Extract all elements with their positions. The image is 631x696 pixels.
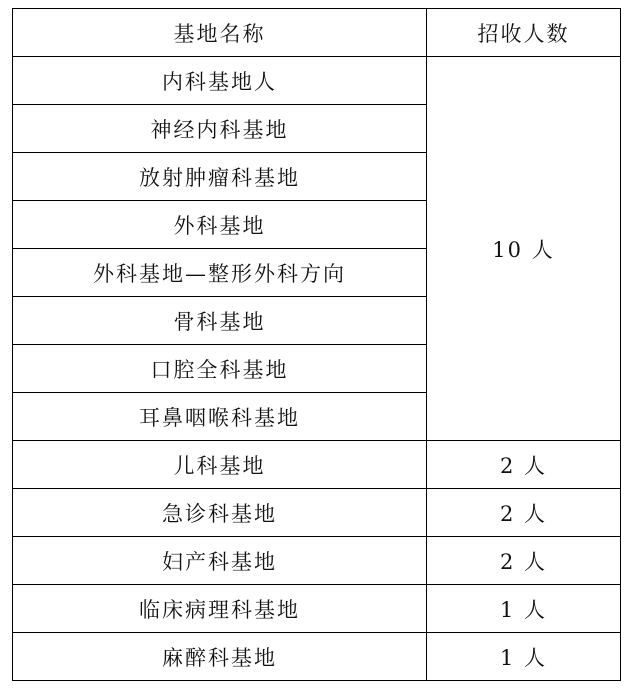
recruitment-table	[12, 8, 621, 681]
table-row	[13, 585, 621, 633]
base-name-cell: 外科基地—整形外科方向	[13, 249, 427, 297]
count-cell: 2 人	[427, 537, 621, 585]
table-row	[13, 441, 621, 489]
table-row	[13, 537, 621, 585]
table-row	[13, 57, 621, 105]
header-enrollment-count: 招收人数	[427, 9, 621, 57]
table-row	[13, 489, 621, 537]
base-name-cell: 儿科基地	[13, 441, 427, 489]
base-name-cell: 临床病理科基地	[13, 585, 427, 633]
table-row	[13, 633, 621, 681]
base-name-cell: 放射肿瘤科基地	[13, 153, 427, 201]
base-name-cell: 耳鼻咽喉科基地	[13, 393, 427, 441]
table-header-row	[13, 9, 621, 57]
merged-count-cell: 10 人	[427, 57, 621, 441]
count-cell: 1 人	[427, 633, 621, 681]
base-name-cell: 内科基地人	[13, 57, 427, 105]
base-name-cell: 妇产科基地	[13, 537, 427, 585]
count-cell: 1 人	[427, 585, 621, 633]
count-cell: 2 人	[427, 489, 621, 537]
base-name-cell: 口腔全科基地	[13, 345, 427, 393]
base-name-cell: 外科基地	[13, 201, 427, 249]
base-name-cell: 骨科基地	[13, 297, 427, 345]
base-name-cell: 急诊科基地	[13, 489, 427, 537]
base-name-cell: 神经内科基地	[13, 105, 427, 153]
count-cell: 2 人	[427, 441, 621, 489]
base-name-cell: 麻醉科基地	[13, 633, 427, 681]
header-base-name: 基地名称	[13, 9, 427, 57]
